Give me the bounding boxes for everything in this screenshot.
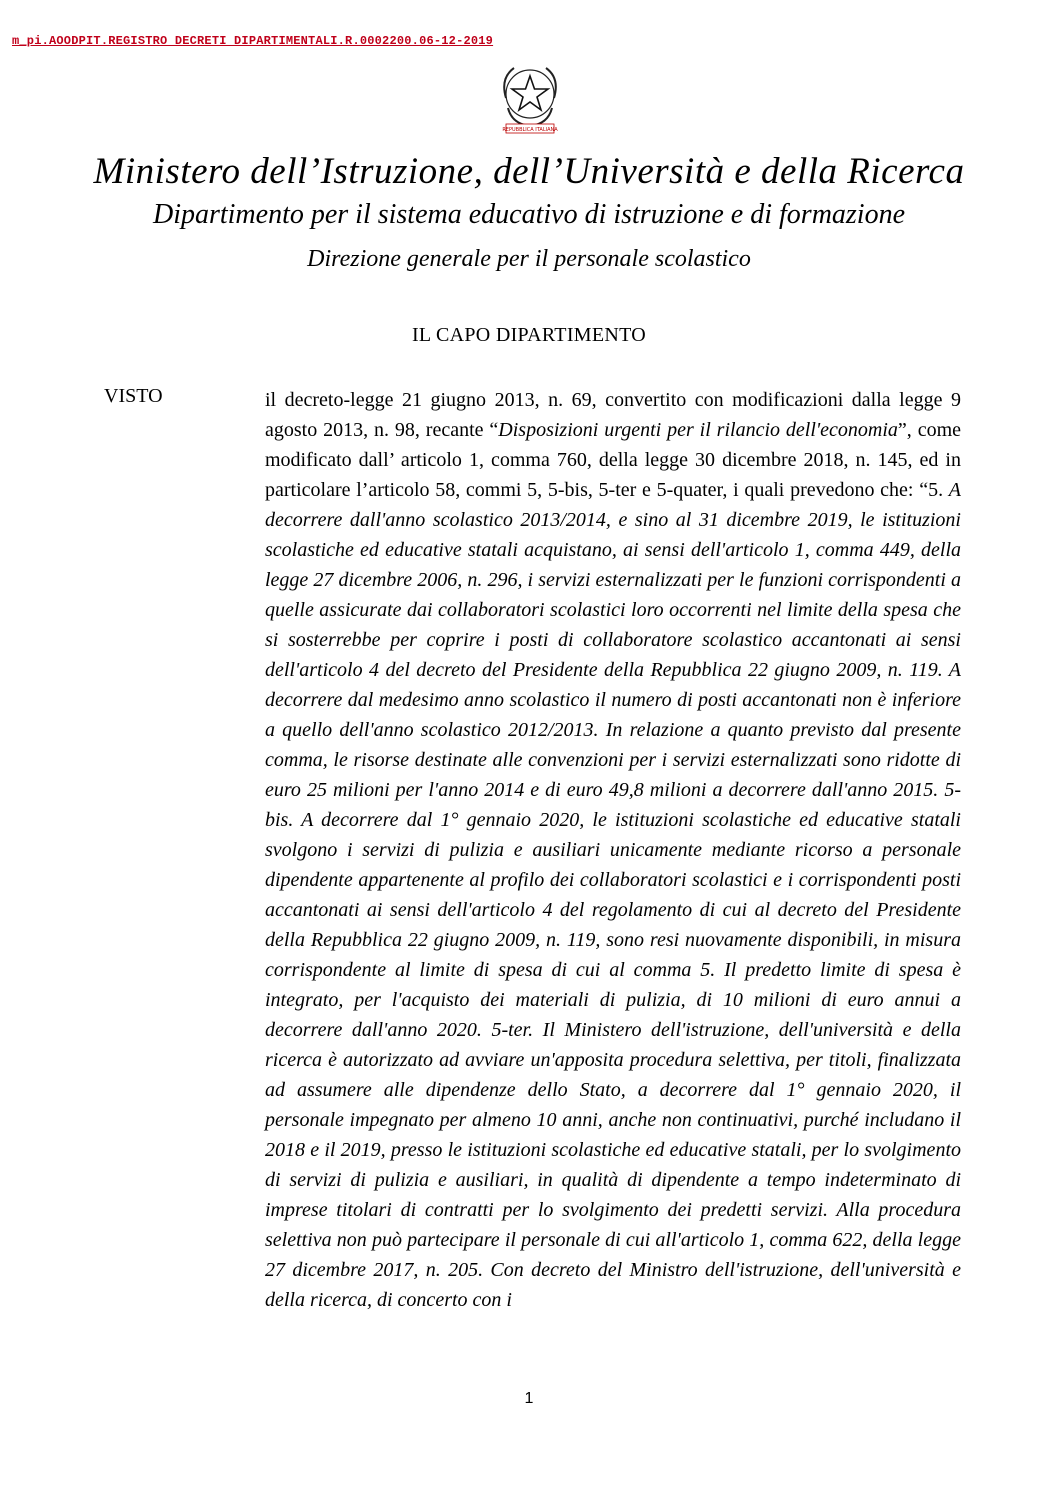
protocol-stamp: m_pi.AOODPIT.REGISTRO DECRETI DIPARTIMENTALI.R.0002200.06-12-2019 <box>12 34 494 48</box>
ministry-name: Ministero dell’Istruzione, dell’Università e della Ricerca <box>93 151 965 192</box>
para-intro: il decreto-legge 21 giugno 2013, n. 69, convertito con modificazioni dalla legge 9 agosto 2013, n. 98, recante “ <box>265 389 961 441</box>
page-number: 1 <box>524 1390 534 1407</box>
para-mid: ”, come modificato dall’ articolo 1, comma 760, della legge 30 dicembre 2018, n. 145, ed in particolare l’articolo 58, commi 5, 5-bis, 5-ter e 5-quater, i quali prevedono che: “5. <box>265 419 961 501</box>
visto-paragraph <box>265 385 961 1315</box>
department-name: Dipartimento per il sistema educativo di istruzione e di formazione <box>152 199 906 230</box>
quoted-law-text: A decorrere dall'anno scolastico 2013/2014, e sino al 31 dicembre 2019, le istituzioni scolastiche ed educative statali acquistano, ai sensi dell'articolo 1, comma 449, della legge 27 dicembre 2006, n. 296, i servizi esternalizzati per le funzioni corrispondenti a quelle assicurate dai collaboratori scolastici loro occorrenti nel limite della spesa che si sosterrebbe per coprire i posti di collaboratore scolastico accantonati ai sensi dell'articolo 4 del decreto del Presidente della Repubblica 22 giugno 2009, n. 119. A decorrere dal medesimo anno scolastico il numero di posti accantonati non è inferiore a quello dell'anno scolastico 2012/2013. In relazione a quanto previsto dal presente comma, le risorse destinate alle convenzioni per i servizi esternalizzati sono ridotte di euro 25 milioni per l'anno 2014 e di euro 49,8 milioni a decorrere dall'anno 2015. 5-bis. A decorrere dal 1° gennaio 2020, le istituzioni scolastiche ed educative statali svolgono i servizi di pulizia e ausiliari unicamente mediante ricorso a personale dipendente appartenente al profilo dei collaboratori scolastici e i corrispondenti posti accantonati ai sensi dell'articolo 4 del regolamento di cui al decreto del Presidente della Repubblica 22 giugno 2009, n. 119, sono resi nuovamente disponibili, in misura corrispondente al limite di spesa di cui al comma 5. Il predetto limite di spesa è integrato, per l'acquisto dei materiali di pulizia, di 10 milioni di euro annui a decorrere dall'anno 2020. 5-ter. Il Ministero dell'istruzione, dell'università e della ricerca è autorizzato ad avviare un'apposita procedura selettiva, per titoli, finalizzata ad assumere alle dipendenze dello Stato, a decorrere dal 1° gennaio 2020, il personale impegnato per almeno 10 anni, anche non continuativi, purché includano il 2018 e il 2019, presso le istituzioni scolastiche ed educative statali, per lo svolgimento di servizi di pulizia e ausiliari, in qualità di dipendente a tempo indeterminato di imprese titolari di contratti per lo svolgimento dei predetti servizi. Alla procedura selettiva non può partecipare il personale di cui all'articolo 1, comma 622, della legge 27 dicembre 2017, n. 205. Con decreto del Ministro dell'istruzione, dell'università e della ricerca, di concerto con i <box>265 479 961 1311</box>
italian-republic-emblem <box>492 58 568 142</box>
visto-label: VISTO <box>104 385 163 407</box>
law-title: Disposizioni urgenti per il rilancio dell'economia <box>498 419 898 441</box>
svg-text:REPUBBLICA ITALIANA: REPUBBLICA ITALIANA <box>502 127 558 133</box>
directorate-name: Direzione generale per il personale scolastico <box>307 246 751 272</box>
document-title: IL CAPO DIPARTIMENTO <box>411 324 647 346</box>
